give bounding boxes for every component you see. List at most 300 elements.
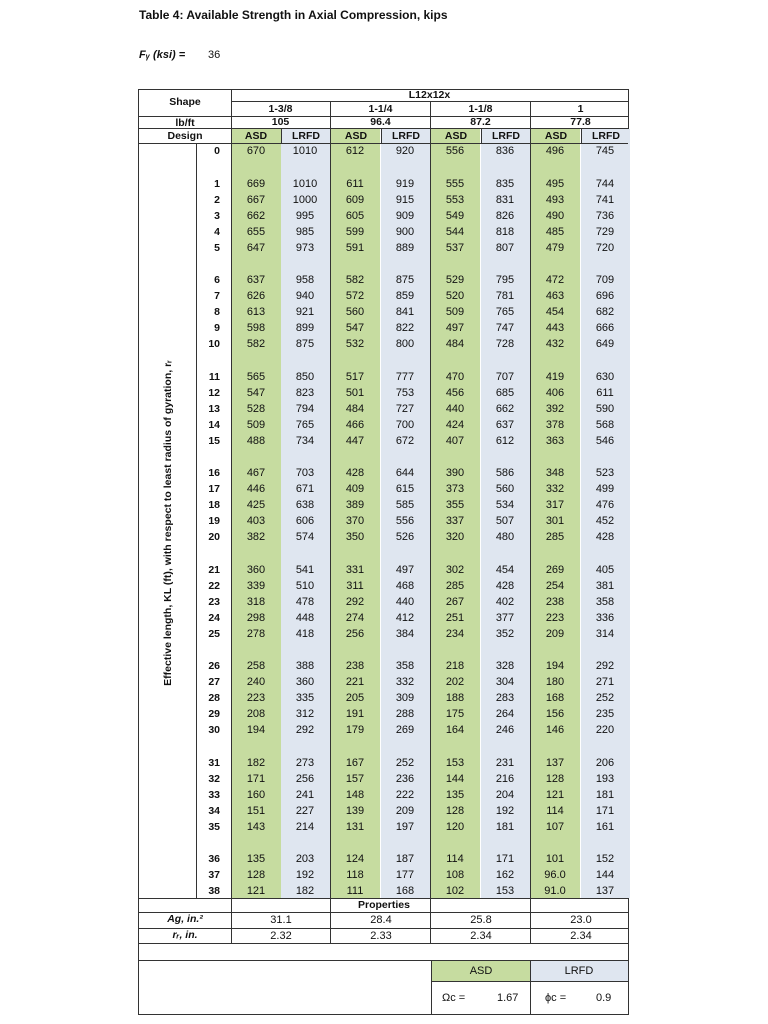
- lrfd-strength-cell: 729: [595, 225, 615, 238]
- lrfd-strength-cell: 747: [495, 322, 515, 334]
- asd-strength-cell: 118: [346, 869, 364, 881]
- kl-value: 19: [208, 515, 220, 527]
- lrfd-strength-cell: 662: [495, 402, 515, 415]
- lrfd-strength-cell: 958: [295, 274, 315, 286]
- lrfd-strength-cell: 728: [495, 338, 515, 350]
- lrfd-strength-cell: 288: [395, 708, 415, 720]
- lrfd-strength-cell: 818: [495, 225, 515, 238]
- asd-strength-cell: 131: [345, 820, 365, 833]
- lrfd-strength-cell: 227: [295, 804, 315, 817]
- lrfd-strength-cell: 192: [295, 869, 315, 881]
- kl-value: 29: [208, 708, 220, 720]
- asd-strength-cell: 463: [545, 290, 565, 302]
- fy-value: 36: [208, 49, 221, 61]
- asd-strength-cell: 114: [546, 804, 564, 817]
- divider: [281, 128, 282, 143]
- asd-strength-cell: 194: [246, 724, 266, 736]
- lrfd-strength-cell: 304: [495, 676, 515, 688]
- weight-label: 77.8: [570, 116, 591, 128]
- asd-strength-cell: 466: [345, 418, 365, 431]
- asd-strength-cell: 378: [545, 418, 565, 431]
- lrfd-strength-cell: 615: [395, 483, 415, 495]
- omega-label: Ωc =: [442, 992, 466, 1004]
- weight-label: 96.4: [370, 116, 391, 128]
- asd-strength-cell: 484: [445, 338, 465, 350]
- lrfd-strength-cell: 835: [495, 177, 515, 190]
- asd-strength-cell: 317: [545, 499, 565, 511]
- lrfd-strength-cell: 181: [495, 820, 515, 833]
- asd-strength-cell: 114: [446, 853, 464, 865]
- lrfd-strength-cell: 206: [595, 756, 615, 769]
- kl-value: 22: [208, 579, 220, 592]
- lrfd-strength-cell: 700: [395, 418, 415, 431]
- lrfd-strength-cell: 181: [595, 788, 615, 801]
- kl-value: 30: [208, 724, 220, 736]
- lrfd-strength-cell: 478: [295, 595, 315, 608]
- asd-strength-cell: 302: [445, 563, 465, 576]
- asd-strength-cell: 662: [246, 209, 266, 222]
- ag-label: Aɡ, in.²: [167, 913, 203, 925]
- kl-value: 12: [208, 386, 220, 399]
- lrfd-strength-cell: 727: [395, 402, 415, 415]
- asd-strength-cell: 547: [246, 386, 266, 399]
- lrfd-strength-cell: 384: [395, 627, 415, 640]
- asd-strength-cell: 532: [345, 338, 365, 350]
- lrfd-strength-cell: 556: [395, 515, 415, 527]
- lbft-label: lb/ft: [175, 117, 195, 129]
- lrfd-strength-cell: 526: [395, 531, 415, 543]
- kl-value: 27: [208, 676, 220, 688]
- ag-value: 28.4: [370, 914, 392, 926]
- lrfd-strength-cell: 252: [595, 692, 615, 704]
- lrfd-strength-cell: 741: [595, 193, 615, 206]
- asd-strength-cell: 278: [246, 627, 266, 640]
- asd-strength-cell: 160: [246, 788, 266, 801]
- kl-value: 17: [208, 483, 220, 495]
- lrfd-strength-cell: 765: [295, 418, 315, 431]
- asd-strength-cell: 447: [345, 434, 365, 447]
- asd-strength-cell: 443: [545, 322, 565, 334]
- asd-strength-cell: 520: [445, 290, 465, 302]
- asd-strength-cell: 188: [445, 692, 465, 704]
- asd-column-header: ASD: [544, 130, 568, 142]
- kl-value: 7: [214, 290, 220, 302]
- lrfd-strength-cell: 352: [495, 627, 515, 640]
- kl-value: 4: [214, 225, 220, 238]
- kl-value: 18: [208, 499, 220, 511]
- asd-strength-cell: 528: [246, 402, 266, 415]
- asd-strength-cell: 544: [445, 225, 465, 238]
- ag-value: 25.8: [470, 914, 492, 926]
- kl-value: 3: [214, 209, 220, 222]
- lrfd-strength-cell: 256: [295, 772, 315, 785]
- asd-strength-cell: 670: [246, 145, 266, 157]
- kl-value: 1: [214, 177, 220, 190]
- lrfd-strength-cell: 707: [495, 370, 515, 383]
- asd-strength-cell: 251: [445, 611, 465, 624]
- kl-value: 21: [208, 563, 220, 576]
- asd-strength-cell: 223: [545, 611, 565, 624]
- lrfd-strength-cell: 973: [295, 241, 315, 254]
- rz-value: 2.32: [270, 930, 292, 942]
- lrfd-strength-cell: 940: [295, 290, 315, 302]
- lrfd-strength-cell: 428: [495, 579, 515, 592]
- asd-strength-cell: 144: [445, 772, 465, 785]
- divider: [581, 128, 582, 143]
- lrfd-strength-cell: 831: [495, 193, 515, 206]
- asd-strength-cell: 582: [345, 274, 365, 286]
- lrfd-strength-cell: 168: [395, 885, 415, 897]
- lrfd-strength-cell: 696: [595, 290, 615, 302]
- asd-strength-cell: 157: [345, 772, 365, 785]
- lrfd-strength-cell: 921: [295, 306, 315, 318]
- shape-value: L12x12x: [408, 89, 451, 101]
- lrfd-strength-cell: 612: [495, 434, 515, 447]
- asd-strength-cell: 382: [246, 531, 266, 543]
- lrfd-strength-cell: 171: [595, 804, 615, 817]
- asd-strength-cell: 497: [445, 322, 465, 334]
- lrfd-strength-cell: 682: [595, 306, 615, 318]
- kl-value: 38: [208, 885, 220, 897]
- lrfd-strength-cell: 794: [295, 402, 315, 415]
- kl-value: 23: [208, 595, 220, 608]
- lrfd-strength-cell: 269: [395, 724, 415, 736]
- kl-value: 35: [208, 820, 220, 833]
- lrfd-column-header: LRFD: [292, 130, 320, 142]
- asd-strength-cell: 488: [246, 434, 266, 447]
- asd-strength-cell: 285: [445, 579, 465, 592]
- lrfd-strength-cell: 137: [595, 885, 615, 897]
- asd-strength-cell: 406: [545, 386, 565, 399]
- asd-strength-cell: 139: [345, 804, 365, 817]
- lrfd-strength-cell: 795: [495, 274, 515, 286]
- divider: [431, 981, 628, 982]
- fy-row: [139, 49, 221, 61]
- asd-strength-cell: 320: [445, 531, 465, 543]
- asd-strength-cell: 205: [345, 692, 365, 704]
- asd-strength-cell: 529: [445, 274, 465, 286]
- kl-value: 2: [214, 193, 220, 206]
- asd-strength-cell: 547: [345, 322, 365, 334]
- asd-strength-cell: 485: [545, 225, 565, 238]
- asd-strength-cell: 254: [545, 579, 565, 592]
- lrfd-strength-cell: 209: [395, 804, 415, 817]
- lrfd-strength-cell: 826: [495, 209, 515, 222]
- kl-value: 37: [208, 869, 220, 881]
- axis-label-text: Effective length, KL (ft), with respect to least radius of gyration, rᵣ: [162, 360, 174, 686]
- phi-value: 0.9: [596, 992, 612, 1004]
- lrfd-strength-cell: 360: [295, 676, 315, 688]
- lrfd-strength-cell: 336: [595, 611, 615, 624]
- asd-strength-cell: 121: [246, 885, 266, 897]
- lrfd-strength-cell: 745: [595, 145, 615, 157]
- asd-strength-cell: 669: [246, 177, 266, 190]
- asd-strength-cell: 91.0: [544, 885, 566, 897]
- weight-label: 87.2: [470, 116, 491, 128]
- asd-strength-cell: 238: [545, 595, 565, 608]
- lrfd-strength-cell: 246: [495, 724, 515, 736]
- lrfd-strength-cell: 685: [495, 386, 515, 399]
- lrfd-strength-cell: 402: [495, 595, 515, 608]
- kl-value: 13: [208, 402, 220, 415]
- lrfd-strength-cell: 585: [395, 499, 415, 511]
- thickness-label: 1-1/4: [368, 103, 393, 115]
- asd-strength-cell: 373: [445, 483, 465, 495]
- asd-strength-cell: 509: [246, 418, 266, 431]
- lrfd-strength-cell: 630: [595, 370, 615, 383]
- lrfd-strength-cell: 720: [595, 241, 615, 254]
- asd-strength-cell: 285: [545, 531, 565, 543]
- asd-strength-cell: 490: [545, 209, 565, 222]
- asd-strength-cell: 537: [445, 241, 465, 254]
- phi-label: ϕc =: [545, 992, 567, 1004]
- kl-value: 31: [208, 756, 220, 769]
- lrfd-strength-cell: 152: [595, 853, 615, 865]
- lrfd-strength-cell: 841: [395, 306, 415, 318]
- lrfd-strength-cell: 388: [295, 660, 315, 672]
- asd-strength-cell: 171: [246, 772, 266, 785]
- asd-strength-cell: 221: [345, 676, 365, 688]
- lrfd-column-header: LRFD: [392, 130, 420, 142]
- lrfd-strength-cell: 335: [295, 692, 315, 704]
- lrfd-strength-cell: 452: [595, 515, 615, 527]
- asd-strength-cell: 556: [445, 145, 465, 157]
- lrfd-strength-cell: 560: [495, 483, 515, 495]
- lrfd-strength-cell: 781: [495, 290, 515, 302]
- lrfd-strength-cell: 574: [295, 531, 315, 543]
- asd-strength-cell: 479: [545, 241, 565, 254]
- asd-strength-cell: 311: [346, 579, 364, 592]
- properties-title: Properties: [358, 899, 410, 911]
- kl-value: 11: [208, 370, 220, 383]
- lrfd-strength-cell: 428: [595, 531, 615, 543]
- asd-strength-cell: 389: [345, 499, 365, 511]
- asd-strength-cell: 467: [246, 467, 266, 479]
- asd-strength-cell: 484: [345, 402, 365, 415]
- asd-strength-cell: 454: [545, 306, 565, 318]
- asd-strength-cell: 180: [545, 676, 565, 688]
- lrfd-strength-cell: 644: [395, 467, 415, 479]
- asd-strength-cell: 355: [445, 499, 465, 511]
- asd-strength-cell: 164: [445, 724, 465, 736]
- lrfd-strength-cell: 534: [495, 499, 515, 511]
- asd-strength-cell: 124: [345, 853, 365, 865]
- asd-strength-cell: 572: [345, 290, 365, 302]
- weight-label: 105: [271, 116, 290, 128]
- lrfd-strength-cell: 161: [595, 820, 615, 833]
- asd-strength-cell: 202: [445, 676, 465, 688]
- asd-column-header: ASD: [344, 130, 368, 142]
- lrfd-strength-cell: 497: [395, 563, 415, 576]
- asd-strength-cell: 591: [345, 241, 365, 254]
- asd-strength-cell: 179: [345, 724, 365, 736]
- lrfd-strength-cell: 649: [595, 338, 615, 350]
- lrfd-strength-cell: 236: [395, 772, 415, 785]
- divider: [431, 961, 432, 1015]
- asd-strength-cell: 403: [246, 515, 266, 527]
- kl-value: 15: [208, 434, 220, 447]
- asd-strength-cell: 553: [445, 193, 465, 206]
- thickness-label: 1-3/8: [268, 103, 293, 115]
- lrfd-strength-cell: 836: [495, 145, 515, 157]
- asd-strength-cell: 223: [246, 692, 266, 704]
- lrfd-strength-cell: 358: [395, 660, 415, 672]
- divider: [138, 143, 628, 144]
- lrfd-strength-cell: 671: [295, 483, 315, 495]
- lrfd-strength-cell: 744: [595, 177, 615, 190]
- asd-strength-cell: 194: [545, 660, 565, 672]
- asd-strength-cell: 424: [445, 418, 465, 431]
- asd-strength-cell: 267: [445, 595, 465, 608]
- lrfd-strength-cell: 800: [395, 338, 415, 350]
- lrfd-strength-cell: 995: [295, 209, 315, 222]
- asd-strength-cell: 565: [246, 370, 266, 383]
- asd-strength-cell: 128: [445, 804, 465, 817]
- lrfd-strength-cell: 859: [395, 290, 415, 302]
- lrfd-strength-cell: 611: [596, 386, 614, 399]
- asd-strength-cell: 101: [545, 853, 565, 865]
- lrfd-strength-cell: 222: [395, 788, 415, 801]
- lrfd-strength-cell: 510: [295, 579, 315, 592]
- table-title: Table 4: Available Strength in Axial Compression, kips: [139, 8, 448, 22]
- asd-strength-cell: 269: [545, 563, 565, 576]
- lrfd-strength-cell: 736: [595, 209, 615, 222]
- asd-strength-cell: 363: [545, 434, 565, 447]
- lrfd-strength-cell: 358: [595, 595, 615, 608]
- lrfd-strength-cell: 328: [495, 660, 515, 672]
- thickness-label: 1-1/8: [468, 103, 493, 115]
- asd-strength-cell: 655: [246, 225, 266, 238]
- thickness-label: 1: [577, 103, 584, 115]
- lrfd-strength-cell: 252: [395, 756, 415, 769]
- asd-strength-cell: 509: [445, 306, 465, 318]
- lrfd-strength-cell: 507: [495, 515, 515, 527]
- omega-value: 1.67: [497, 992, 519, 1004]
- asd-strength-cell: 446: [246, 483, 266, 495]
- design-label: Design: [167, 130, 203, 142]
- asd-strength-cell: 148: [345, 788, 365, 801]
- lrfd-strength-cell: 241: [295, 788, 315, 801]
- lrfd-strength-cell: 231: [495, 756, 515, 769]
- lrfd-strength-cell: 381: [595, 579, 615, 592]
- asd-strength-cell: 392: [545, 402, 565, 415]
- rz-label: rᵣ, in.: [172, 929, 198, 941]
- lrfd-strength-cell: 182: [295, 885, 315, 897]
- lrfd-strength-cell: 666: [595, 322, 615, 334]
- asd-strength-cell: 425: [246, 499, 266, 511]
- lrfd-strength-cell: 314: [595, 627, 615, 640]
- lrfd-strength-cell: 480: [495, 531, 515, 543]
- ag-value: 23.0: [570, 914, 592, 926]
- lrfd-strength-cell: 523: [595, 467, 615, 479]
- lrfd-strength-cell: 753: [395, 386, 415, 399]
- lrfd-strength-cell: 1000: [292, 193, 318, 206]
- lrfd-strength-cell: 171: [495, 853, 515, 865]
- lrfd-strength-cell: 541: [295, 563, 315, 576]
- asd-strength-cell: 121: [545, 788, 565, 801]
- asd-strength-cell: 156: [545, 708, 565, 720]
- lrfd-strength-cell: 672: [395, 434, 415, 447]
- lrfd-strength-cell: 638: [295, 499, 315, 511]
- asd-strength-cell: 517: [345, 370, 365, 383]
- divider: [530, 961, 531, 1015]
- lrfd-strength-cell: 734: [295, 434, 315, 447]
- asd-strength-cell: 146: [545, 724, 565, 736]
- lrfd-strength-cell: 292: [295, 724, 315, 736]
- asd-strength-cell: 191: [345, 708, 365, 720]
- lrfd-strength-cell: 709: [595, 274, 615, 286]
- asd-strength-cell: 96.0: [544, 869, 566, 881]
- asd-strength-cell: 647: [246, 241, 266, 254]
- rz-value: 2.33: [370, 930, 392, 942]
- asd-strength-cell: 637: [246, 274, 266, 286]
- lrfd-strength-cell: 586: [495, 467, 515, 479]
- asd-strength-cell: 128: [246, 869, 266, 881]
- divider: [138, 943, 628, 944]
- lrfd-strength-cell: 377: [495, 611, 515, 624]
- asd-strength-cell: 407: [445, 434, 465, 447]
- kl-value: 34: [208, 804, 220, 817]
- asd-strength-cell: 496: [545, 145, 565, 157]
- asd-strength-cell: 456: [445, 386, 465, 399]
- lrfd-strength-cell: 283: [495, 692, 515, 704]
- lrfd-strength-cell: 590: [595, 402, 615, 415]
- lrfd-strength-cell: 220: [595, 724, 615, 736]
- lrfd-strength-cell: 703: [295, 467, 315, 479]
- lrfd-strength-cell: 273: [295, 756, 315, 769]
- lrfd-strength-cell: 568: [595, 418, 615, 431]
- lrfd-strength-cell: 264: [495, 708, 515, 720]
- asd-strength-cell: 440: [445, 402, 465, 415]
- asd-strength-cell: 611: [346, 177, 364, 190]
- kl-value: 20: [208, 531, 220, 543]
- footer-lrfd-label: LRFD: [530, 961, 628, 981]
- lrfd-strength-cell: 203: [295, 853, 315, 865]
- lrfd-strength-cell: 920: [395, 145, 415, 157]
- kl-value: 6: [214, 274, 220, 286]
- lrfd-strength-cell: 822: [395, 322, 415, 334]
- asd-strength-cell: 301: [545, 515, 565, 527]
- asd-strength-cell: 182: [246, 756, 266, 769]
- asd-strength-cell: 555: [445, 177, 465, 190]
- asd-strength-cell: 167: [345, 756, 365, 769]
- kl-value: 32: [208, 772, 220, 785]
- asd-strength-cell: 667: [246, 193, 266, 206]
- lrfd-strength-cell: 412: [395, 611, 415, 624]
- asd-column-header: ASD: [244, 130, 268, 142]
- asd-strength-cell: 598: [246, 322, 266, 334]
- lrfd-strength-cell: 187: [395, 853, 415, 865]
- lrfd-strength-cell: 850: [295, 370, 315, 383]
- lrfd-strength-cell: 448: [295, 611, 315, 624]
- lrfd-strength-cell: 177: [395, 869, 415, 881]
- lrfd-strength-cell: 899: [295, 322, 315, 334]
- lrfd-strength-cell: 162: [495, 869, 515, 881]
- lrfd-column-header: LRFD: [592, 130, 620, 142]
- asd-strength-cell: 128: [545, 772, 565, 785]
- asd-strength-cell: 470: [445, 370, 465, 383]
- lrfd-strength-cell: 454: [495, 563, 515, 576]
- asd-strength-cell: 135: [445, 788, 465, 801]
- lrfd-strength-cell: 440: [395, 595, 415, 608]
- asd-strength-cell: 102: [445, 885, 465, 897]
- lrfd-strength-cell: 546: [595, 434, 615, 447]
- asd-strength-cell: 419: [545, 370, 565, 383]
- lrfd-strength-cell: 900: [395, 225, 415, 238]
- asd-strength-cell: 209: [545, 627, 565, 640]
- asd-strength-cell: 240: [246, 676, 266, 688]
- asd-strength-cell: 111: [346, 885, 364, 897]
